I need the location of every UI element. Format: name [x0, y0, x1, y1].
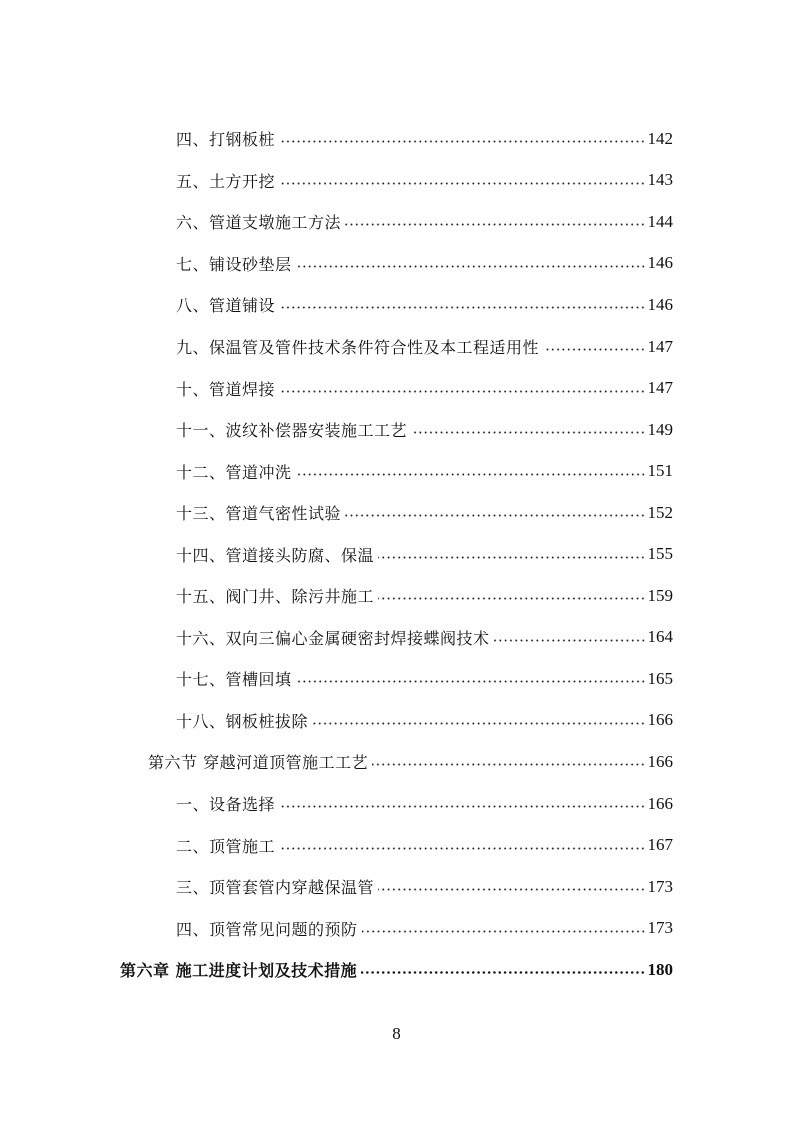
toc-entry[interactable]: [0, 118, 673, 160]
toc-entry-page: 155: [647, 544, 673, 564]
dot-leader: [296, 680, 646, 683]
dot-leader: [279, 182, 645, 185]
toc-entry[interactable]: [0, 409, 673, 451]
toc-entry[interactable]: [0, 617, 673, 659]
dot-leader: [362, 930, 646, 933]
toc-entry[interactable]: [0, 243, 673, 285]
page-number: 8: [392, 1024, 401, 1043]
toc-entry-page: 142: [647, 128, 673, 148]
toc-entry-page: 166: [647, 751, 673, 771]
toc-entry[interactable]: [0, 201, 673, 243]
dot-leader: [279, 847, 645, 850]
toc-entry[interactable]: [0, 492, 673, 534]
table-of-contents: [0, 118, 793, 990]
toc-entry[interactable]: [0, 326, 673, 368]
dot-leader: [279, 805, 645, 808]
toc-section-entry[interactable]: [0, 741, 673, 783]
toc-entry-title: 十四、管道接头防腐、保温: [176, 545, 375, 565]
toc-entry[interactable]: [0, 284, 673, 326]
toc-entry-page: 144: [647, 211, 673, 231]
toc-entry-title: 五、土方开挖: [176, 171, 276, 191]
toc-entry-page: 165: [647, 668, 673, 688]
toc-entry-title: 十五、阀门井、除污井施工: [176, 587, 375, 607]
toc-entry-page: 180: [647, 959, 673, 979]
toc-entry-title: 十七、管槽回填: [176, 670, 292, 690]
toc-entry[interactable]: [0, 700, 673, 742]
dot-leader: [543, 348, 645, 351]
toc-chapter-entry[interactable]: [0, 949, 673, 991]
toc-entry-title: 三、顶管套管内穿越保温管: [176, 878, 375, 898]
toc-entry-page: 173: [647, 876, 673, 896]
toc-entry-title: 一、设备选择: [176, 795, 276, 815]
toc-entry-page: 167: [647, 835, 673, 855]
toc-entry[interactable]: [0, 533, 673, 575]
toc-entry-title: 九、保温管及管件技术条件符合性及本工程适用性: [176, 338, 540, 357]
toc-entry-title: 七、铺设砂垫层: [176, 254, 292, 274]
toc-entry[interactable]: [0, 907, 673, 949]
toc-entry[interactable]: [0, 575, 673, 617]
dot-leader: [372, 763, 645, 766]
toc-entry-title: 十二、管道冲洗: [176, 462, 292, 482]
dot-leader: [279, 306, 645, 309]
toc-entry-title: 八、管道铺设: [176, 296, 276, 316]
dot-leader: [279, 390, 645, 393]
toc-entry-page: 146: [647, 294, 673, 314]
toc-entry-title: 十、管道焊接: [176, 379, 276, 399]
toc-entry[interactable]: [0, 866, 673, 908]
toc-entry[interactable]: [0, 658, 673, 700]
toc-entry-page: 143: [647, 170, 673, 190]
toc-entry-title: 六、管道支墩施工方法: [176, 213, 342, 233]
toc-entry-title: 十三、管道气密性试验: [176, 504, 342, 524]
toc-entry-page: 164: [647, 627, 673, 647]
toc-entry-title: 十六、双向三偏心金属硬密封焊接蝶阀技术: [176, 628, 490, 648]
toc-entry-title: 十八、钢板桩拔除: [176, 711, 309, 731]
toc-entry-page: 147: [647, 336, 673, 356]
dot-leader: [378, 888, 645, 891]
dot-leader: [378, 556, 645, 559]
dot-leader: [312, 722, 645, 725]
dot-leader: [378, 597, 645, 600]
toc-entry-page: 151: [647, 461, 673, 481]
toc-entry-title: 第六章 施工进度计划及技术措施: [120, 961, 358, 981]
toc-entry-page: 159: [647, 585, 673, 605]
dot-leader: [345, 514, 645, 517]
toc-entry-page: 149: [647, 419, 673, 439]
toc-entry-page: 166: [647, 793, 673, 813]
dot-leader: [494, 639, 646, 642]
toc-entry-title: 四、顶管常见问题的预防: [176, 919, 358, 939]
toc-entry-page: 173: [647, 918, 673, 938]
toc-entry[interactable]: [0, 450, 673, 492]
dot-leader: [296, 265, 646, 268]
toc-entry[interactable]: [0, 367, 673, 409]
dot-leader: [296, 473, 646, 476]
toc-entry-page: 147: [647, 378, 673, 398]
dot-leader: [361, 971, 645, 974]
toc-entry-title: 二、顶管施工: [176, 836, 276, 856]
dot-leader: [345, 223, 645, 226]
toc-entry-page: 146: [647, 253, 673, 273]
dot-leader: [279, 140, 645, 143]
toc-entry-page: 166: [647, 710, 673, 730]
toc-entry[interactable]: [0, 783, 673, 825]
toc-entry[interactable]: [0, 824, 673, 866]
dot-leader: [411, 431, 645, 434]
toc-entry-title: 第六节 穿越河道顶管施工工艺: [148, 753, 369, 773]
toc-entry-page: 152: [647, 502, 673, 522]
toc-entry-title: 十一、波纹补偿器安装施工工艺: [176, 421, 408, 441]
toc-entry-title: 四、打钢板桩: [176, 130, 276, 150]
toc-entry[interactable]: [0, 160, 673, 202]
